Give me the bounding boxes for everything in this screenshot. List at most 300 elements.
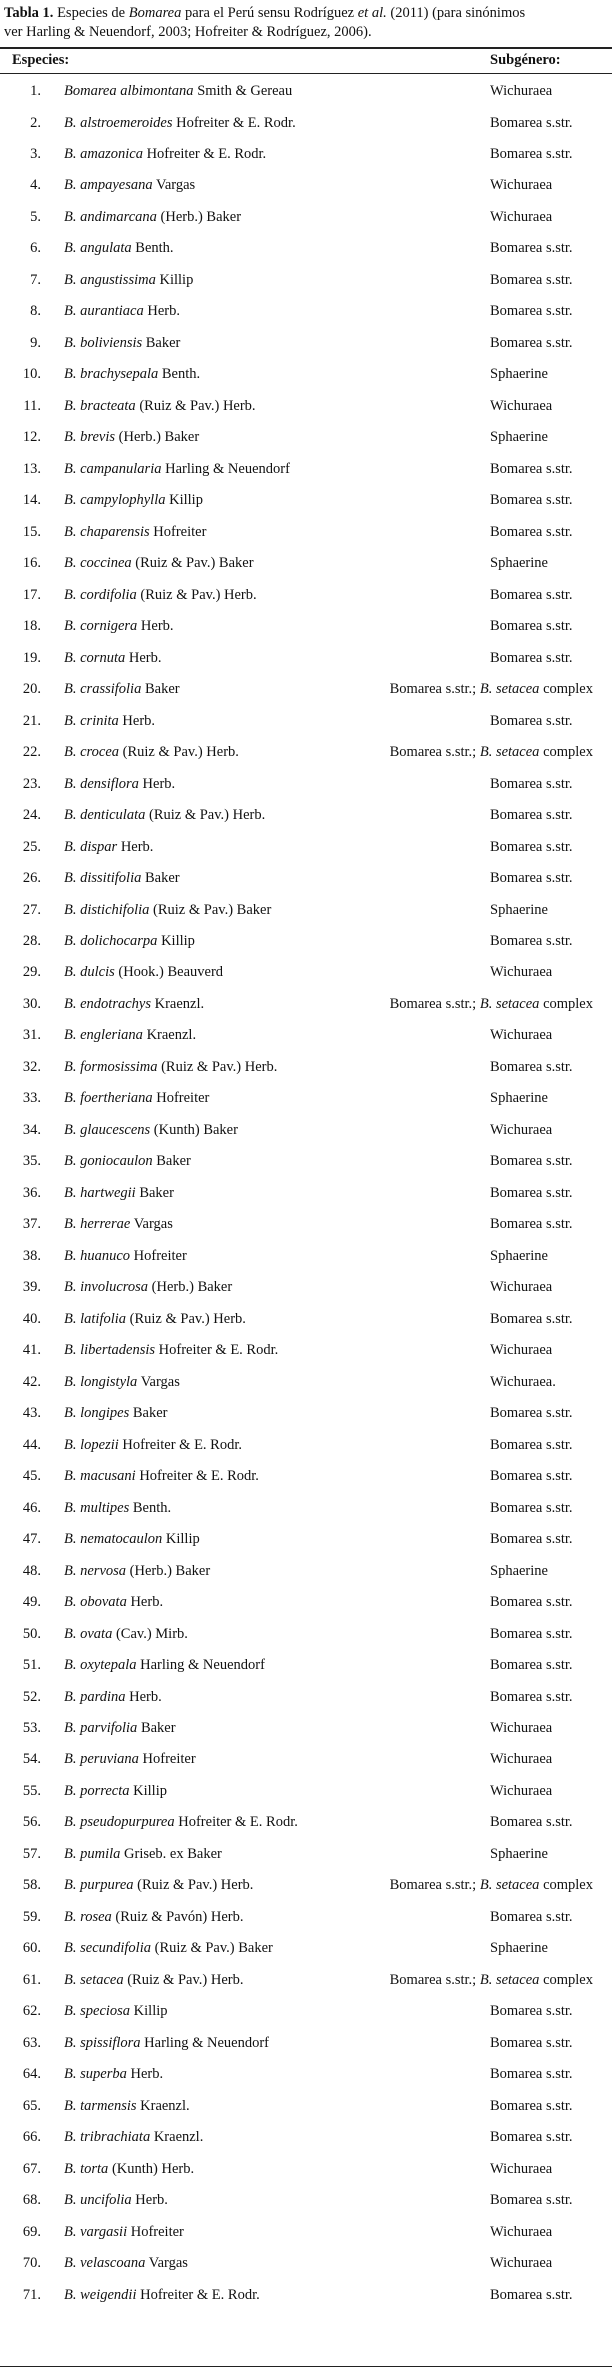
author: Baker: [132, 1405, 168, 1422]
species-name: [64, 838, 153, 856]
row-number: 56.: [22, 1814, 41, 1831]
genus: B.: [64, 1971, 77, 1988]
epithet: cornuta: [80, 649, 126, 666]
row-number: 61.: [22, 1971, 41, 1988]
species-name: [64, 2002, 168, 2020]
table-row: [0, 1649, 612, 1681]
subgenus: Bomarea s.str.: [490, 114, 573, 131]
table-row: [0, 1019, 612, 1051]
epithet: torta: [80, 2160, 109, 2177]
subgenus: Bomarea s.str.: [490, 2129, 573, 2146]
author: (Ruiz & Pav.) Herb.: [137, 1877, 254, 1894]
species-name: [64, 365, 200, 383]
epithet: pseudopurpurea: [80, 1814, 175, 1831]
table-row: [0, 2153, 612, 2185]
genus: B.: [64, 1562, 77, 1579]
subgenus: Sphaerine: [490, 1562, 548, 1579]
author: Herb.: [128, 649, 162, 666]
table-row: [0, 453, 612, 485]
subgenus: Bomarea s.str.: [490, 1625, 573, 1642]
genus: B.: [64, 1657, 77, 1673]
author: (Hook.) Beauverd: [118, 964, 224, 981]
row-number: 64.: [22, 2066, 41, 2083]
subgenus: Bomarea s.str.: [490, 492, 573, 509]
author: Hofreiter: [153, 523, 207, 540]
genus: B.: [64, 1940, 77, 1957]
complex-name: B. setacea: [479, 744, 540, 761]
row-number: 21.: [22, 712, 41, 729]
epithet: herrerae: [80, 1216, 131, 1233]
author: (Ruiz & Pav.) Herb.: [140, 586, 257, 603]
author: Hofreiter: [156, 1090, 210, 1107]
species-name: [64, 2128, 203, 2146]
epithet: tarmensis: [80, 2097, 137, 2114]
subgenus: Bomarea s.str.: [490, 1436, 573, 1453]
table-header-rule: [0, 73, 612, 74]
subgenus-main: Bomarea s.str.;: [389, 1971, 480, 1988]
author: Killip: [161, 933, 195, 949]
author: Vargas: [155, 177, 196, 194]
species-name: [64, 334, 180, 352]
row-number: 31.: [22, 1027, 41, 1044]
subgenus: [390, 1971, 593, 1989]
species-name: [64, 145, 266, 163]
row-number: 43.: [22, 1405, 41, 1422]
species-name: [64, 2254, 188, 2272]
species-name: [64, 1719, 176, 1737]
author: Herb.: [120, 838, 154, 855]
subgenus: Bomarea s.str.: [490, 1216, 573, 1233]
author: (Herb.) Baker: [118, 429, 200, 446]
complex-name: B. setacea: [479, 1971, 540, 1988]
species-name: [64, 1971, 243, 1989]
epithet: bracteata: [80, 397, 136, 414]
subgenus: Wichuraea: [490, 177, 553, 194]
table-row: [0, 390, 612, 422]
author: (Ruiz & Pav.) Herb.: [139, 397, 256, 414]
subgenus: Sphaerine: [490, 366, 548, 383]
subgenus: Sphaerine: [490, 1940, 548, 1957]
row-number: 50.: [22, 1625, 41, 1642]
author: Hofreiter & E. Rodr.: [176, 114, 296, 131]
genus: B.: [64, 649, 77, 666]
species-name: [64, 932, 195, 950]
species-name: [64, 2223, 184, 2241]
epithet: peruviana: [80, 1751, 139, 1768]
table-row: [0, 894, 612, 926]
species-name: [64, 302, 180, 320]
table-row: [0, 2090, 612, 2122]
author: (Ruiz & Pav.) Herb.: [127, 1971, 244, 1988]
author: Baker: [144, 870, 180, 886]
table-row: [0, 1901, 612, 1933]
species-name: [64, 1152, 191, 1170]
author: (Herb.) Baker: [151, 1279, 233, 1296]
epithet: ovata: [80, 1625, 113, 1642]
genus: B.: [64, 303, 77, 320]
author: Baker: [145, 334, 181, 351]
caption-genus: Bomarea: [128, 5, 182, 21]
table-row: [0, 925, 612, 957]
epithet: dolichocarpa: [80, 933, 158, 949]
epithet: pumila: [80, 1845, 121, 1862]
species-name: [64, 680, 180, 698]
genus: B.: [64, 1908, 77, 1925]
row-number: 1.: [30, 83, 41, 99]
subgenus: Bomarea s.str.: [490, 2192, 573, 2209]
genus: B.: [64, 1279, 77, 1296]
epithet: crassifolia: [80, 681, 142, 698]
subgenus: Wichuraea: [490, 1121, 553, 1138]
author: Herb.: [130, 2066, 164, 2083]
epithet: vargasii: [80, 2223, 128, 2240]
author: Herb.: [129, 1688, 162, 1705]
row-number: 63.: [22, 2034, 41, 2051]
species-name: [64, 1184, 174, 1202]
author: Baker: [139, 1184, 174, 1201]
author: Hofreiter: [142, 1751, 196, 1768]
species-name: [64, 1058, 277, 1076]
genus: B.: [64, 208, 77, 225]
epithet: longistyla: [80, 1373, 138, 1390]
genus: B.: [64, 901, 77, 918]
table-row: [0, 1240, 612, 1272]
species-name: [64, 428, 199, 446]
row-number: 44.: [22, 1436, 41, 1453]
genus: B.: [64, 1814, 77, 1831]
subgenus: Wichuraea: [490, 1751, 553, 1768]
genus: B.: [64, 146, 77, 162]
subgenus: [390, 1876, 593, 1894]
subgenus: Bomarea s.str.: [490, 2286, 573, 2303]
row-number: 36.: [22, 1184, 41, 1201]
epithet: pardina: [80, 1688, 126, 1705]
table-row: [0, 1366, 612, 1398]
subgenus: [390, 995, 593, 1013]
row-number: 6.: [30, 240, 41, 257]
subgenus: Bomarea s.str.: [490, 807, 573, 823]
author: (Ruiz & Pav.) Baker: [153, 901, 272, 918]
epithet: brachysepala: [80, 366, 159, 383]
species-name: [64, 1656, 265, 1674]
subgenus: Bomarea s.str.: [490, 618, 573, 635]
subgenus: Bomarea s.str.: [490, 240, 573, 257]
row-number: 37.: [22, 1216, 41, 1233]
table-row: [0, 736, 612, 768]
epithet: longipes: [80, 1405, 130, 1422]
epithet: densiflora: [80, 775, 139, 792]
table-row: [0, 799, 612, 831]
epithet: albimontana: [120, 83, 194, 99]
table-row: [0, 1303, 612, 1335]
epithet: rosea: [80, 1908, 112, 1925]
epithet: weigendii: [80, 2286, 137, 2303]
species-name: [64, 1499, 171, 1517]
header-species: Especies:: [12, 52, 70, 68]
subgenus: Wichuraea: [490, 1720, 553, 1736]
subgenus-main: Bomarea s.str.;: [389, 995, 480, 1012]
row-number: 53.: [22, 1720, 41, 1736]
row-number: 59.: [22, 1908, 41, 1925]
subgenus: Wichuraea: [490, 1027, 553, 1044]
epithet: amazonica: [80, 146, 143, 162]
genus: B.: [64, 2286, 77, 2303]
subgenus: Bomarea s.str.: [490, 586, 573, 603]
table-caption: [4, 4, 615, 42]
subgenus: Bomarea s.str.: [490, 1499, 573, 1516]
epithet: cordifolia: [80, 586, 137, 603]
genus: B.: [64, 177, 77, 194]
subgenus: Sphaerine: [490, 1090, 548, 1107]
author: Vargas: [148, 2255, 188, 2272]
species-name: [64, 1121, 238, 1139]
genus: B.: [64, 1058, 77, 1075]
species-name: [64, 239, 174, 257]
genus: B.: [64, 1405, 77, 1422]
row-number: 32.: [22, 1058, 41, 1075]
genus: B.: [64, 1468, 77, 1485]
genus: B.: [64, 1499, 77, 1516]
complex-suffix: complex: [539, 681, 593, 698]
table-row: [0, 1114, 612, 1146]
row-number: 33.: [22, 1090, 41, 1107]
author: Kraenzl.: [154, 995, 205, 1012]
species-name: [64, 491, 203, 509]
row-number: 69.: [22, 2223, 41, 2240]
genus: B.: [64, 586, 77, 603]
species-name: [64, 1404, 168, 1422]
genus: B.: [64, 1184, 77, 1201]
author: (Herb.) Baker: [129, 1562, 211, 1579]
table-row: [0, 1082, 612, 1114]
epithet: setacea: [80, 1971, 124, 1988]
genus: B.: [64, 2255, 77, 2272]
subgenus: Wichuraea: [490, 83, 553, 99]
table-row: [0, 264, 612, 296]
epithet: uncifolia: [80, 2192, 132, 2209]
subgenus: Sphaerine: [490, 555, 548, 572]
author: Herb.: [135, 2192, 168, 2209]
genus: B.: [64, 838, 77, 855]
species-name: [64, 114, 296, 132]
table-row: [0, 1051, 612, 1083]
species-name: [64, 1026, 196, 1044]
genus: B.: [64, 1121, 77, 1138]
author: (Ruiz & Pav.) Baker: [135, 555, 254, 572]
author: Hofreiter: [133, 1247, 187, 1264]
author: Hofreiter & E. Rodr.: [178, 1814, 298, 1831]
complex-suffix: complex: [539, 1971, 593, 1988]
epithet: dispar: [80, 838, 118, 855]
species-name: [64, 1845, 222, 1863]
genus: B.: [64, 2003, 77, 2020]
subgenus: Bomarea s.str.: [490, 2097, 573, 2114]
author: Baker: [156, 1153, 191, 1170]
row-number: 8.: [30, 303, 41, 320]
author: Kraenzl.: [153, 2129, 204, 2146]
subgenus: Bomarea s.str.: [490, 271, 573, 288]
epithet: andimarcana: [80, 208, 157, 225]
subgenus: Bomarea s.str.: [490, 775, 573, 792]
author: Herb.: [147, 303, 180, 320]
species-name: [64, 1688, 162, 1706]
row-number: 14.: [22, 492, 41, 509]
species-name: [64, 1782, 167, 1800]
species-name: [64, 2160, 194, 2178]
row-number: 9.: [30, 334, 41, 351]
epithet: alstroemeroides: [80, 114, 173, 131]
complex-name: B. setacea: [479, 681, 540, 698]
table-row: [0, 1932, 612, 1964]
genus: B.: [64, 933, 77, 949]
row-number: 39.: [22, 1279, 41, 1296]
author: Hofreiter & E. Rodr.: [140, 2286, 260, 2303]
author: Killip: [133, 1782, 167, 1799]
epithet: velascoana: [80, 2255, 146, 2272]
subgenus: Bomarea s.str.: [490, 1814, 573, 1831]
subgenus: Bomarea s.str.: [490, 1688, 573, 1705]
epithet: involucrosa: [80, 1279, 149, 1296]
species-name: [64, 649, 161, 667]
epithet: crocea: [80, 744, 120, 761]
subgenus: Wichuraea: [490, 1782, 553, 1799]
subgenus-main: Bomarea s.str.;: [389, 1877, 480, 1894]
author: Hofreiter & E. Rodr.: [146, 146, 267, 162]
genus: B.: [64, 1531, 77, 1548]
header-subgenus: Subgénero:: [490, 52, 561, 68]
author: Hofreiter & E. Rodr.: [158, 1342, 279, 1359]
row-number: 10.: [22, 366, 41, 383]
author: (Ruiz & Pav.) Herb.: [161, 1058, 278, 1075]
genus: B.: [64, 1247, 77, 1264]
row-number: 48.: [22, 1562, 41, 1579]
author: Killip: [133, 2003, 168, 2020]
author: (Ruiz & Pav.) Herb.: [122, 744, 239, 761]
table-row: [0, 107, 612, 139]
genus: B.: [64, 1373, 77, 1390]
table-row: [0, 988, 612, 1020]
author: Harling & Neuendorf: [144, 2034, 269, 2051]
genus: B.: [64, 870, 77, 886]
table-row: [0, 1743, 612, 1775]
genus: B.: [64, 2223, 77, 2240]
epithet: nervosa: [80, 1562, 127, 1579]
row-number: 60.: [22, 1940, 41, 1957]
row-number: 2.: [30, 114, 41, 131]
epithet: endotrachys: [80, 995, 151, 1012]
author: Herb.: [142, 775, 176, 792]
caption-text-3: (2011) (para sinónimos: [386, 5, 526, 21]
row-number: 71.: [22, 2286, 41, 2303]
epithet: distichifolia: [80, 901, 150, 918]
table-row: [0, 2279, 612, 2311]
table-row: [0, 1555, 612, 1587]
row-number: 25.: [22, 838, 41, 855]
author: Vargas: [140, 1373, 180, 1390]
row-number: 34.: [22, 1121, 41, 1138]
subgenus: Bomarea s.str.: [490, 146, 573, 162]
subgenus: Sphaerine: [490, 429, 548, 446]
genus: B.: [64, 271, 77, 288]
genus: B.: [64, 366, 77, 383]
table-row: [0, 169, 612, 201]
table-row: [0, 2121, 612, 2153]
epithet: campylophylla: [80, 492, 166, 509]
epithet: campanularia: [80, 460, 162, 477]
subgenus: Bomarea s.str.: [490, 649, 573, 666]
author: Herb.: [122, 712, 156, 729]
subgenus: Wichuraea: [490, 2255, 553, 2272]
subgenus: Wichuraea.: [490, 1373, 556, 1390]
species-name: [64, 2065, 163, 2083]
genus: B.: [64, 775, 77, 792]
genus: B.: [64, 1688, 77, 1705]
species-name: [64, 775, 175, 793]
row-number: 40.: [22, 1310, 41, 1327]
genus: B.: [64, 460, 77, 477]
epithet: spissiflora: [80, 2034, 141, 2051]
row-number: 46.: [22, 1499, 41, 1516]
row-number: 7.: [30, 271, 41, 288]
complex-suffix: complex: [539, 995, 593, 1012]
species-name: [64, 1908, 243, 1926]
species-name: [64, 2034, 269, 2052]
author: Killip: [165, 1531, 200, 1548]
species-name: [64, 1939, 273, 1957]
epithet: foertheriana: [80, 1090, 153, 1107]
epithet: angulata: [80, 240, 132, 257]
author: Benth.: [135, 240, 174, 257]
genus: B.: [64, 807, 77, 823]
table-row: [0, 201, 612, 233]
species-name: [64, 1467, 259, 1485]
row-number: 30.: [22, 995, 41, 1012]
table-bottom-rule: [0, 2366, 612, 2367]
table-row: [0, 1492, 612, 1524]
row-number: 22.: [22, 744, 41, 761]
caption-text-1: Especies de: [53, 5, 129, 21]
author: (Kunth) Herb.: [111, 2160, 195, 2177]
subgenus: Bomarea s.str.: [490, 1594, 573, 1610]
genus: B.: [64, 1845, 77, 1862]
genus: B.: [64, 712, 77, 729]
author: (Cav.) Mirb.: [115, 1625, 188, 1642]
subgenus-main: Bomarea s.str.;: [389, 744, 480, 761]
epithet: latifolia: [80, 1310, 127, 1327]
subgenus: Bomarea s.str.: [490, 1405, 573, 1422]
table-row: [0, 2058, 612, 2090]
table-row: [0, 1145, 612, 1177]
genus: B.: [64, 1342, 77, 1359]
row-number: 65.: [22, 2097, 41, 2114]
species-name: [64, 1530, 200, 1548]
author: (Herb.) Baker: [160, 208, 242, 225]
species-name: [64, 1310, 246, 1328]
table-row: [0, 956, 612, 988]
table-row: [0, 1995, 612, 2027]
subgenus: Sphaerine: [490, 1845, 548, 1862]
author: (Ruiz & Pav.) Baker: [154, 1940, 273, 1957]
species-name: [64, 523, 206, 541]
table-row: [0, 2247, 612, 2279]
table-row: [0, 705, 612, 737]
species-name: [64, 208, 241, 226]
epithet: formosissima: [80, 1058, 158, 1075]
epithet: hartwegii: [80, 1184, 136, 1201]
species-name: [64, 1750, 196, 1768]
genus: B.: [64, 397, 77, 414]
genus: B.: [64, 2066, 77, 2083]
